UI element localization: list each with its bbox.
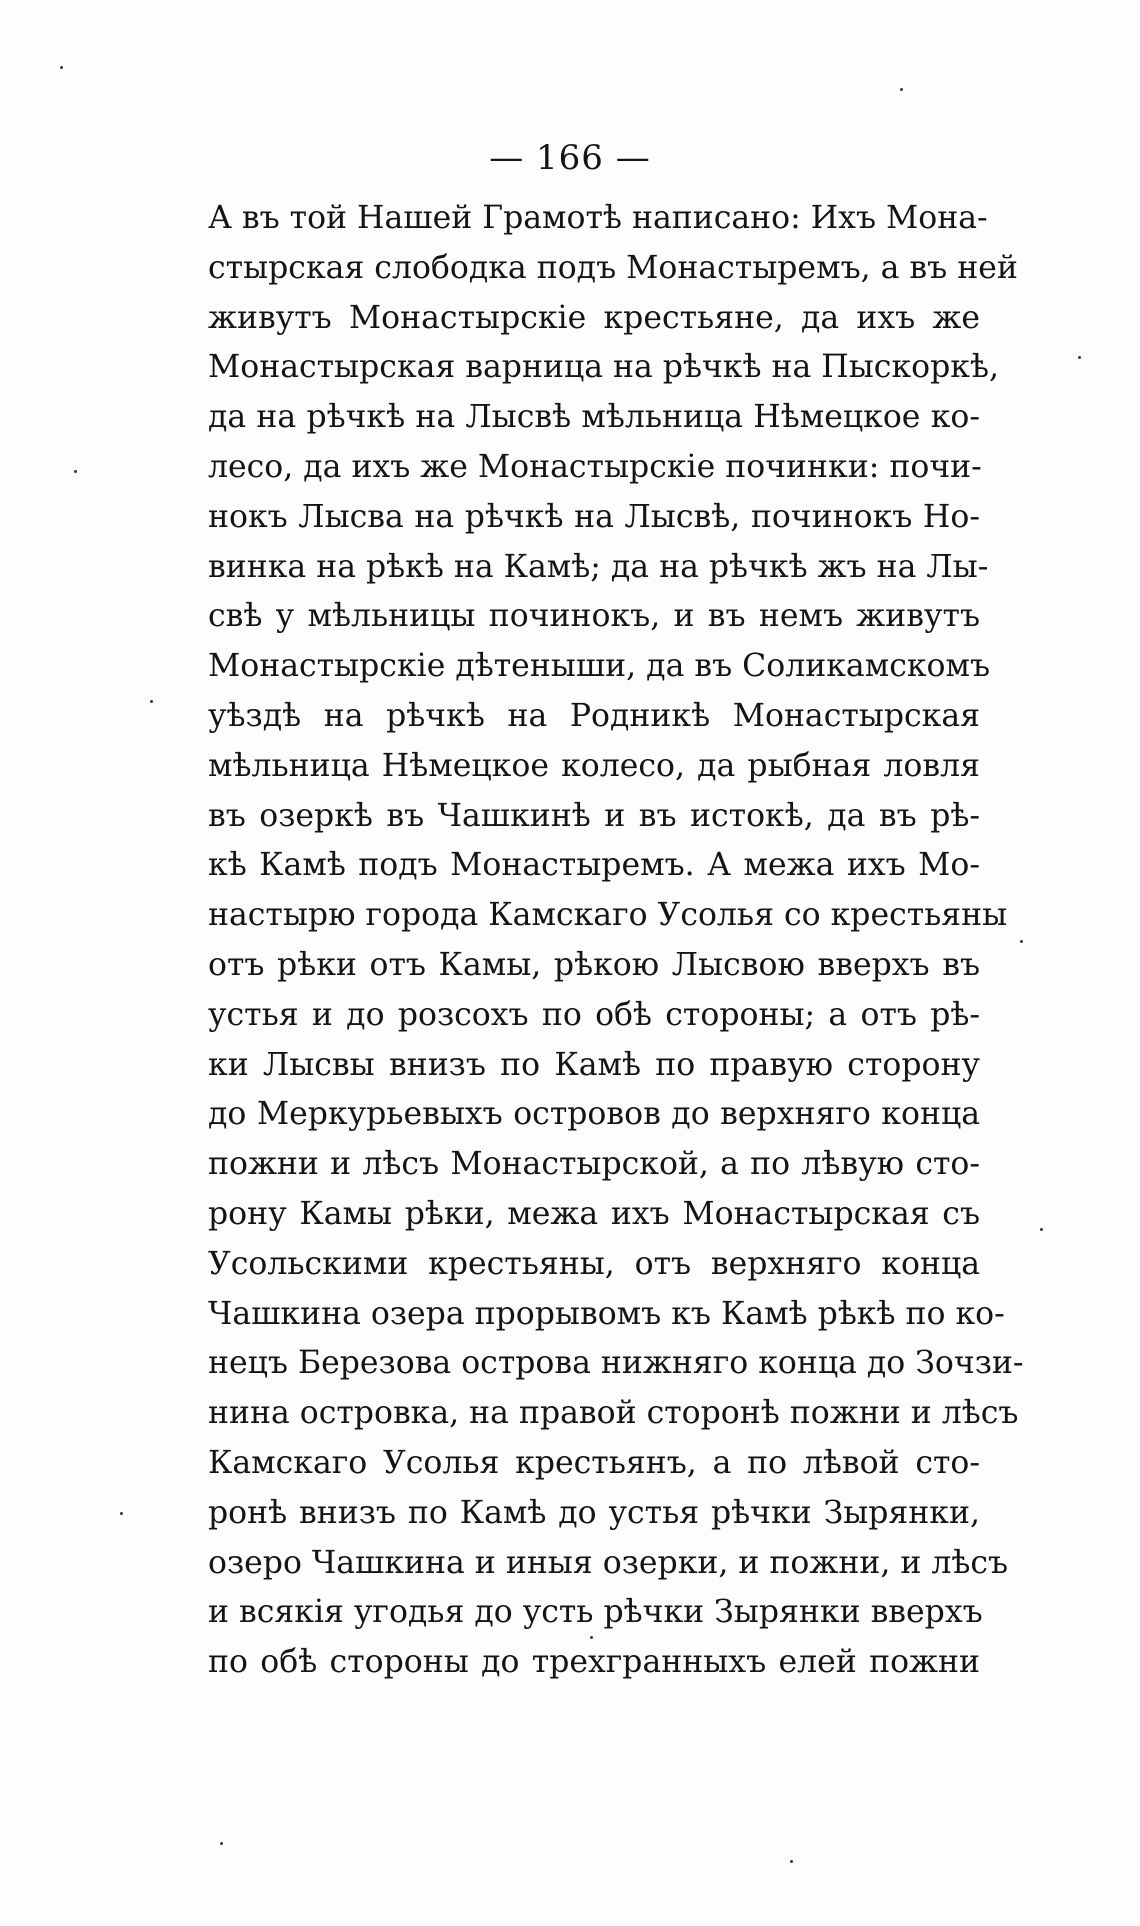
text-line: ки Лысвы внизъ по Камѣ по правую сторону (208, 1046, 980, 1083)
text-line: отъ рѣки отъ Камы, рѣкою Лысвою вверхъ въ (208, 946, 980, 983)
text-line: настырю города Камскаго Усолья со крестьяны (208, 897, 1008, 934)
text-line: живутъ Монастырскіе крестьяне, да ихъ же (208, 299, 980, 336)
text-line: нина островка, на правой сторонѣ пожни и лѣсъ (208, 1395, 1019, 1432)
text-line: до Меркурьевыхъ островов до верхняго конца (208, 1096, 980, 1133)
page-number: — 166 — (489, 138, 651, 178)
text-line: Монастырскіе дѣтеныши, да въ Соликамскомъ (208, 648, 991, 685)
text-line: Усольскими крестьяны, отъ верхняго конца (208, 1245, 980, 1282)
text-line: винка на рѣкѣ на Камѣ; да на рѣчкѣ жъ на Лы- (208, 548, 989, 585)
text-line: лесо, да ихъ же Монастырскіе починки: почи- (208, 448, 982, 485)
body-text (208, 194, 1024, 1688)
text-line: ронѣ внизъ по Камѣ до устья рѣчки Зырянки, (208, 1494, 980, 1531)
text-line: и всякія угодья до усть рѣчки Зырянки вверхъ (208, 1594, 983, 1631)
text-line: Чашкина озера прорывомъ къ Камѣ рѣкѣ по ко- (208, 1295, 1005, 1332)
text-line: стырская слободка подъ Монастыремъ, а въ ней (208, 249, 1018, 286)
text-line: пожни и лѣсъ Монастырской, а по лѣвую сто- (208, 1146, 980, 1183)
text-line: нокъ Лысва на рѣчкѣ на Лысвѣ, починокъ Но- (208, 498, 980, 535)
text-line: А въ той Нашей Грамотѣ написано: Ихъ Мона- (208, 200, 988, 236)
text-line: Монастырская варница на рѣчкѣ на Пыскоркѣ, (208, 349, 999, 386)
text-line: свѣ у мѣльницы починокъ, и въ немъ живутъ (208, 598, 980, 635)
text-line: устья и до розсохъ по обѣ стороны; а отъ рѣ- (208, 996, 980, 1033)
text-line: Камскаго Усолья крестьянъ, а по лѣвой сто- (208, 1444, 980, 1481)
text-line: нецъ Березова острова нижняго конца до Зочзи- (208, 1345, 1024, 1382)
text-line: по обѣ стороны до трехгранныхъ елей пожни (208, 1644, 980, 1681)
text-line: кѣ Камѣ подъ Монастыремъ. А межа ихъ Мо- (208, 847, 980, 884)
text-line: да на рѣчкѣ на Лысвѣ мѣльница Нѣмецкое ко- (208, 399, 980, 436)
text-line: озеро Чашкина и иныя озерки, и пожни, и лѣсъ (208, 1544, 1009, 1581)
text-line: въ озеркѣ въ Чашкинѣ и въ истокѣ, да въ рѣ- (208, 797, 980, 834)
text-line: рону Камы рѣки, межа ихъ Монастырская съ (208, 1195, 980, 1232)
text-line: уѣздѣ на рѣчкѣ на Родникѣ Монастырская (208, 697, 980, 734)
text-line: мѣльница Нѣмецкое колесо, да рыбная ловля (208, 747, 980, 784)
